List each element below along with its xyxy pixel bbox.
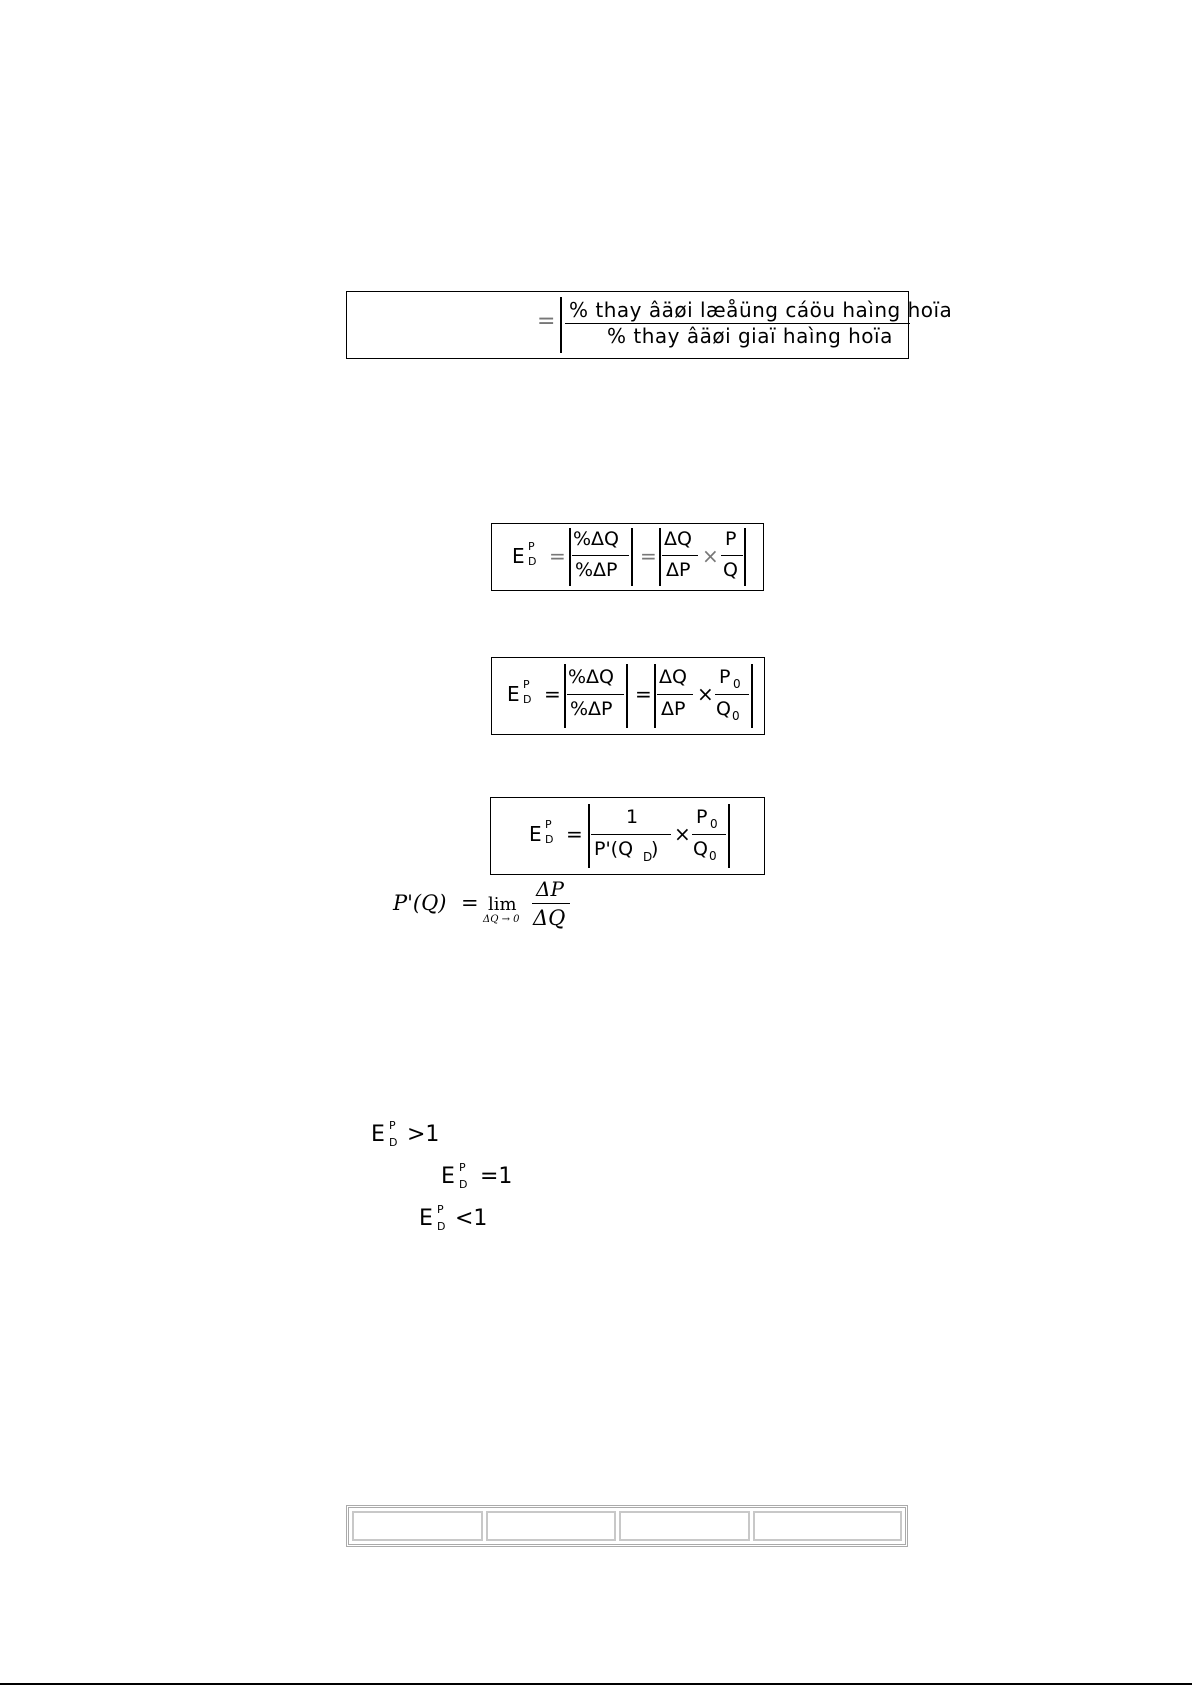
sup-p: P [389, 1119, 396, 1132]
definition-numerator: % thay âäøi læåüng cáöu haìng hoïa [569, 298, 953, 322]
dq: ΔQ [659, 666, 687, 688]
fraction-bar [567, 694, 624, 695]
definition-denominator: % thay âäøi giaï haìng hoïa [607, 324, 893, 348]
delta-q: ΔQ [533, 906, 566, 930]
pct-dq: %ΔQ [568, 666, 615, 688]
elasticity-symbol: E [529, 822, 542, 846]
lim-subscript: ΔQ → 0 [483, 914, 520, 925]
elasticity-symbol: E [507, 682, 520, 706]
page-bottom-rule [0, 1683, 1192, 1685]
q0-sub: 0 [732, 709, 740, 723]
relation: <1 [455, 1206, 488, 1231]
sup-p: P [545, 818, 552, 831]
elasticity-symbol: E [441, 1164, 455, 1189]
equals-sign: = [461, 891, 479, 915]
sup-p: P [528, 540, 535, 553]
p-prime-close: ) [651, 838, 659, 860]
p0-sub: 0 [710, 817, 718, 831]
p: P [725, 528, 737, 550]
equals-sign: = [537, 309, 556, 334]
times-sign: × [702, 544, 719, 568]
elasticity-formula-3 [490, 797, 765, 875]
fraction-bar [572, 555, 629, 556]
fraction-bar [591, 834, 671, 835]
sub-d: D [523, 693, 532, 706]
delta-p: ΔP [536, 877, 564, 901]
elasticity-symbol: E [512, 544, 525, 568]
definition-formula-box [346, 291, 953, 359]
dq: ΔQ [664, 528, 692, 550]
sub-d: D [528, 555, 537, 568]
equals-1: = [544, 682, 561, 706]
abs-bar [751, 664, 753, 728]
p-prime-q-lhs: P'(Q) [393, 891, 447, 915]
abs-bar [631, 528, 633, 586]
abs-bar [744, 528, 746, 586]
elasticity-formula-2 [491, 657, 765, 735]
fraction-bar [721, 555, 743, 556]
elasticity-symbol: E [419, 1206, 433, 1231]
equals-1: = [549, 544, 566, 568]
fraction-bar [662, 555, 698, 556]
abs-bar [626, 664, 628, 728]
relation: =1 [480, 1164, 513, 1189]
numerator-one: 1 [626, 806, 639, 828]
times-sign: × [674, 822, 691, 846]
dp: ΔP [661, 698, 686, 720]
times-sign: × [697, 682, 714, 706]
pct-dq: %ΔQ [573, 528, 620, 550]
qd-sub: D [643, 850, 653, 864]
equals-2: = [635, 682, 652, 706]
sub-d: D [437, 1220, 446, 1233]
table-cell [619, 1511, 750, 1541]
q0: Q [693, 838, 708, 860]
q0-sub: 0 [709, 849, 717, 863]
sub-d: D [545, 833, 554, 846]
sup-p: P [437, 1203, 444, 1216]
equals-sign: = [566, 822, 583, 846]
fraction-bar [532, 903, 570, 904]
abs-bar [569, 528, 571, 586]
elasticity-symbol: E [371, 1122, 385, 1147]
fraction-bar [715, 694, 749, 695]
fraction-bar [692, 834, 726, 835]
abs-bar [654, 664, 656, 728]
fraction-bar [657, 694, 693, 695]
q0: Q [716, 698, 731, 720]
p0: P [696, 806, 708, 828]
p-prime-q: P'(Q [594, 838, 634, 860]
abs-bar [564, 664, 566, 728]
empty-table [346, 1505, 908, 1547]
table-cell [753, 1511, 902, 1541]
p0-sub: 0 [733, 677, 741, 691]
abs-bar-left [560, 297, 562, 353]
table-cell [486, 1511, 617, 1541]
sup-p: P [523, 678, 530, 691]
pct-dp: %ΔP [570, 698, 613, 720]
sub-d: D [459, 1178, 468, 1191]
lim-text: lim [488, 894, 517, 915]
pct-dp: %ΔP [575, 559, 618, 581]
p0: P [719, 666, 731, 688]
elasticity-formula-1 [491, 523, 764, 591]
abs-bar [588, 804, 590, 868]
abs-bar [728, 804, 730, 868]
table-cell [352, 1511, 483, 1541]
equals-2: = [640, 544, 657, 568]
sup-p: P [459, 1161, 466, 1174]
relation: >1 [407, 1122, 440, 1147]
abs-bar [659, 528, 661, 586]
sub-d: D [389, 1136, 398, 1149]
dp: ΔP [666, 559, 691, 581]
q: Q [723, 559, 738, 581]
